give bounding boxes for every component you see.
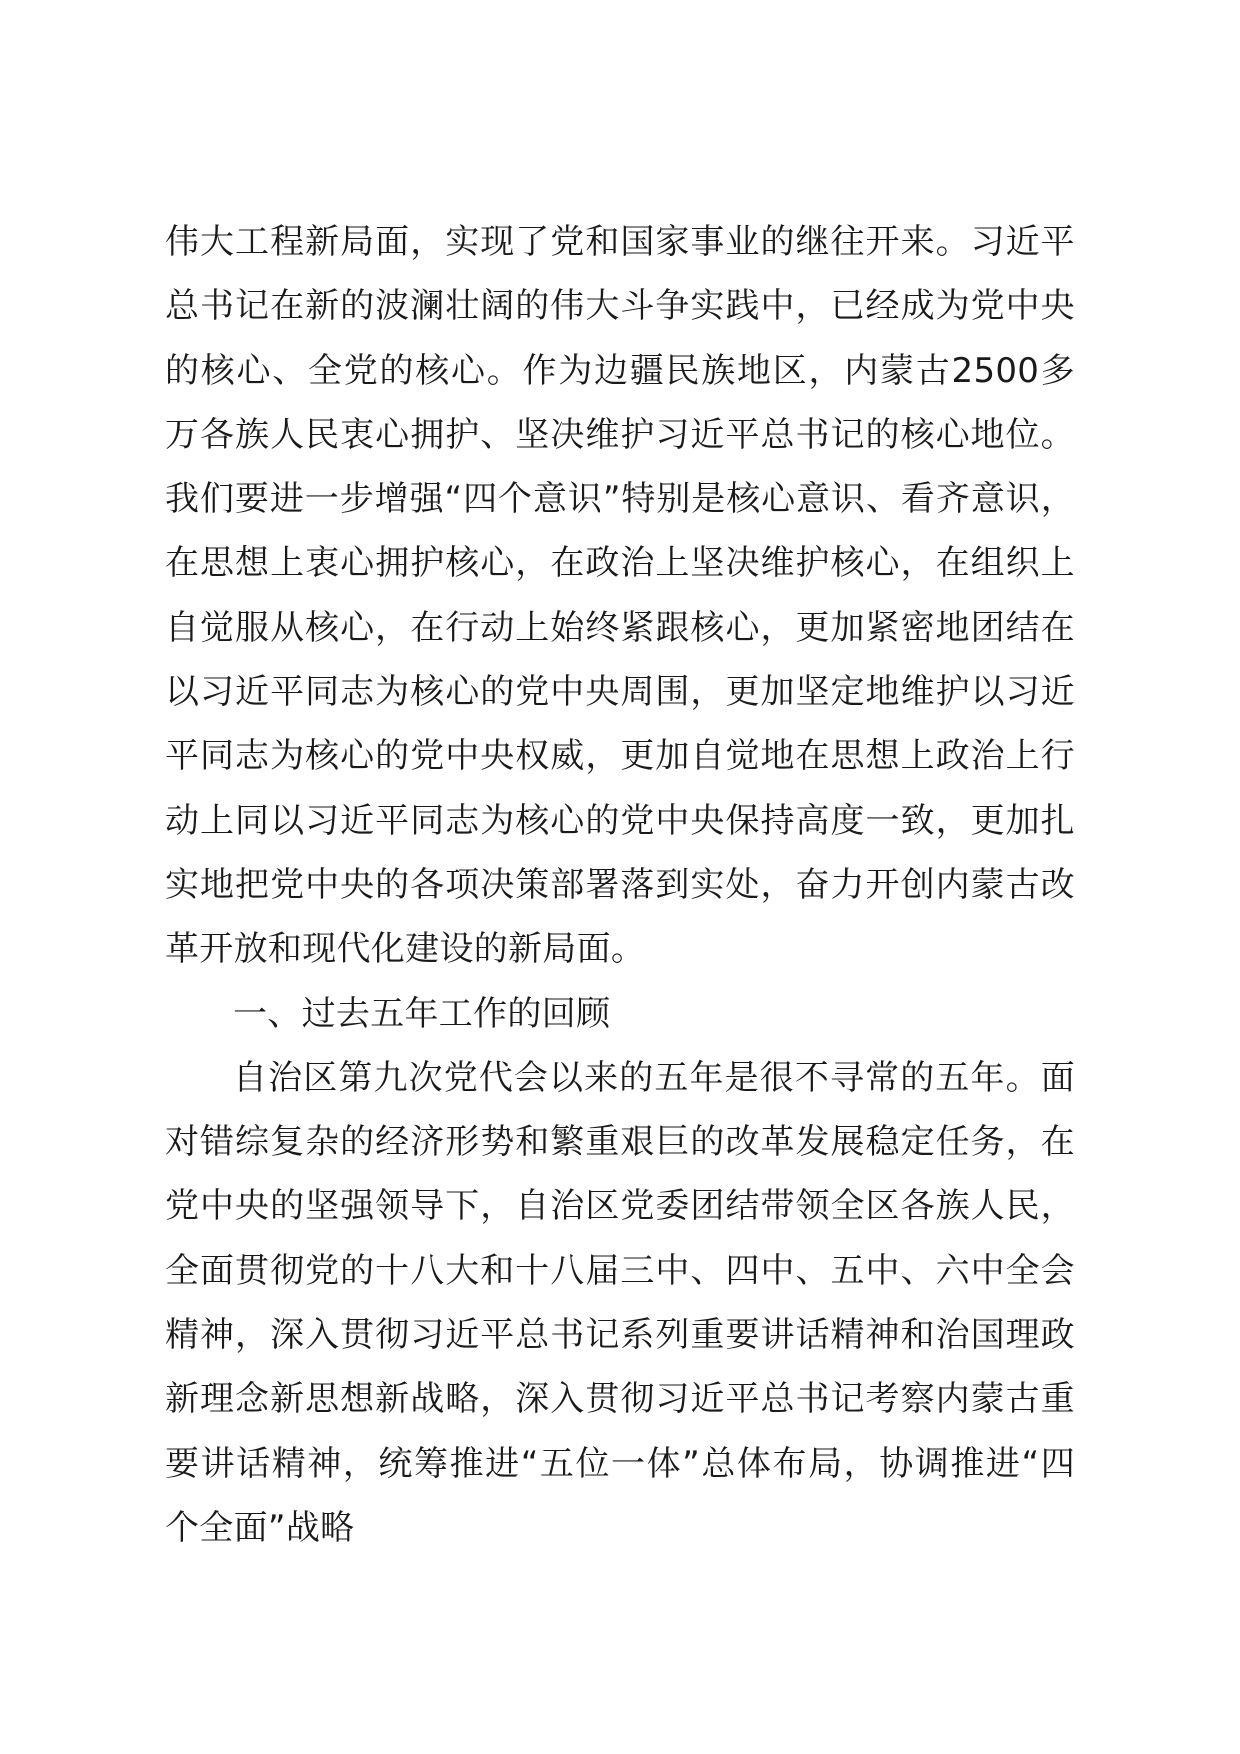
document-page bbox=[165, 210, 1075, 1560]
body-paragraph: 自治区第九次党代会以来的五年是很不寻常的五年。面对错综复杂的经济形势和繁重艰巨的改革发展稳定任务，在党中央的坚强领导下，自治区党委团结带领全区各族人民，全面贯彻党的十八大和十八届三中、四中、五中、六中全会精神，深入贯彻习近平总书记系列重要讲话精神和治国理政新理念新思想新战略，深入贯彻习近平总书记考察内蒙古重要讲话精神，统筹推进“五位一体”总体布局，协调推进“四个全面”战略 bbox=[165, 1057, 1075, 1548]
section-heading: 一、过去五年工作的回顾 bbox=[233, 993, 611, 1034]
body-paragraph-continued: 伟大工程新局面，实现了党和国家事业的继往开来。习近平总书记在新的波澜壮阔的伟大斗争实践中，已经成为党中央的核心、全党的核心。作为边疆民族地区，内蒙古2500多万各族人民衷心拥护、坚决维护习近平总书记的核心地位。我们要进一步增强“四个意识”特别是核心意识、看齐意识，在思想上衷心拥护核心，在政治上坚决维护核心，在组织上自觉服从核心，在行动上始终紧跟核心，更加紧密地团结在以习近平同志为核心的党中央周围，更加坚定地维护以习近平同志为核心的党中央权威，更加自觉地在思想上政治上行动上同以习近平同志为核心的党中央保持高度一致，更加扎实地把党中央的各项决策部署落到实处，奋力开创内蒙古改革开放和现代化建设的新局面。 bbox=[165, 222, 1075, 970]
